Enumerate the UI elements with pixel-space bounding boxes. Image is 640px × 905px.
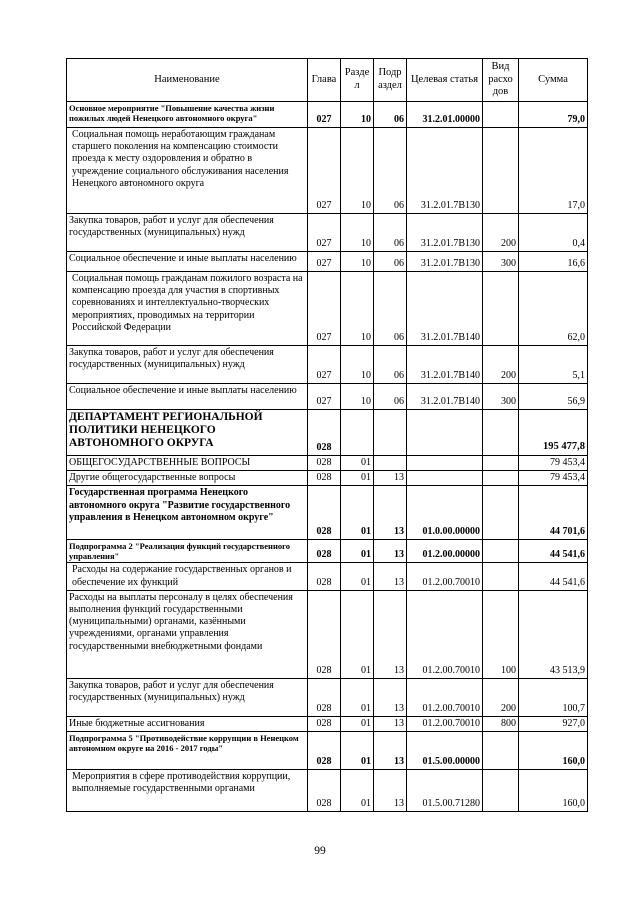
- row-sum: 79,0: [519, 102, 588, 128]
- row-name: ОБЩЕГОСУДАРСТВЕННЫЕ ВОПРОСЫ: [67, 456, 308, 471]
- row-target: 31.2.01.00000: [407, 102, 483, 128]
- row-section: 10: [341, 214, 374, 252]
- row-chapter: 028: [308, 540, 341, 563]
- row-name: Иные бюджетные ассигнования: [67, 716, 308, 731]
- row-section: 01: [341, 678, 374, 716]
- header-expense-type: Вид расхо дов: [483, 59, 519, 102]
- row-target: 31.2.01.7В130: [407, 128, 483, 214]
- row-expense-type: [483, 486, 519, 540]
- row-expense-type: [483, 102, 519, 128]
- row-chapter: 027: [308, 252, 341, 272]
- row-expense-type: [483, 769, 519, 811]
- table-row: [67, 769, 588, 811]
- table-row: [67, 471, 588, 486]
- table-header-row: [67, 59, 588, 102]
- row-target: 31.2.01.7В130: [407, 214, 483, 252]
- table-row: [67, 563, 588, 590]
- row-sum: 100,7: [519, 678, 588, 716]
- row-target: 01.0.00.00000: [407, 486, 483, 540]
- row-section: 01: [341, 471, 374, 486]
- row-section: 10: [341, 102, 374, 128]
- table-row: [67, 214, 588, 252]
- row-section: 01: [341, 540, 374, 563]
- row-sum: 16,6: [519, 252, 588, 272]
- row-target: 01.2.00.70010: [407, 678, 483, 716]
- row-expense-type: 800: [483, 716, 519, 731]
- table-row: [67, 716, 588, 731]
- row-expense-type: [483, 471, 519, 486]
- row-target: 01.2.00.70010: [407, 716, 483, 731]
- row-section: 10: [341, 384, 374, 410]
- row-section: 10: [341, 252, 374, 272]
- row-chapter: 027: [308, 214, 341, 252]
- row-section: 10: [341, 346, 374, 384]
- row-expense-type: [483, 563, 519, 590]
- row-name: Закупка товаров, работ и услуг для обеспечения государственных (муниципальных) нужд: [67, 678, 308, 716]
- row-expense-type: 300: [483, 384, 519, 410]
- header-chapter: Глава: [308, 59, 341, 102]
- row-section: 10: [341, 128, 374, 214]
- row-name: Расходы на выплаты персоналу в целях обеспечения выполнения функций государственными (муниципальными) органами, казёнными учреждениями, органами управления государственными внебюджетными фондами: [67, 590, 308, 678]
- row-expense-type: 200: [483, 214, 519, 252]
- table-row: [67, 731, 588, 769]
- header-section: Разде л: [341, 59, 374, 102]
- row-chapter: 028: [308, 590, 341, 678]
- header-target: Целевая статья: [407, 59, 483, 102]
- row-expense-type: [483, 410, 519, 456]
- row-chapter: 028: [308, 410, 341, 456]
- row-sum: 62,0: [519, 272, 588, 346]
- table-row: [67, 540, 588, 563]
- row-sum: 195 477,8: [519, 410, 588, 456]
- row-target: 01.5.00.00000: [407, 731, 483, 769]
- row-chapter: 028: [308, 716, 341, 731]
- row-section: 01: [341, 486, 374, 540]
- row-chapter: 027: [308, 272, 341, 346]
- row-expense-type: [483, 128, 519, 214]
- table-row: [67, 102, 588, 128]
- row-section: 01: [341, 456, 374, 471]
- row-sum: 160,0: [519, 769, 588, 811]
- row-section: [341, 410, 374, 456]
- row-sum: 5,1: [519, 346, 588, 384]
- row-expense-type: [483, 456, 519, 471]
- row-name: Закупка товаров, работ и услуг для обеспечения государственных (муниципальных) нужд: [67, 214, 308, 252]
- row-expense-type: [483, 731, 519, 769]
- row-target: 01.2.00.00000: [407, 540, 483, 563]
- table-row: [67, 128, 588, 214]
- row-expense-type: 200: [483, 346, 519, 384]
- row-sum: 17,0: [519, 128, 588, 214]
- row-sum: 79 453,4: [519, 471, 588, 486]
- row-name: ДЕПАРТАМЕНТ РЕГИОНАЛЬНОЙ ПОЛИТИКИ НЕНЕЦКОГО АВТОНОМНОГО ОКРУГА: [67, 410, 308, 456]
- row-sum: 160,0: [519, 731, 588, 769]
- row-chapter: 028: [308, 456, 341, 471]
- row-subsection: 06: [374, 102, 407, 128]
- row-subsection: 13: [374, 540, 407, 563]
- row-subsection: 06: [374, 384, 407, 410]
- row-sum: 43 513,9: [519, 590, 588, 678]
- row-subsection: 13: [374, 678, 407, 716]
- row-name: Основное мероприятие "Повышение качества жизни пожилых людей Ненецкого автономного округа": [67, 102, 308, 128]
- row-expense-type: [483, 272, 519, 346]
- table-body: [67, 102, 588, 812]
- row-name: Закупка товаров, работ и услуг для обеспечения государственных (муниципальных) нужд: [67, 346, 308, 384]
- row-sum: 79 453,4: [519, 456, 588, 471]
- row-expense-type: [483, 540, 519, 563]
- row-subsection: 06: [374, 272, 407, 346]
- row-subsection: 06: [374, 252, 407, 272]
- row-chapter: 028: [308, 563, 341, 590]
- row-subsection: 13: [374, 716, 407, 731]
- row-name: Государственная программа Ненецкого автономного округа "Развитие государственного управления в Ненецком автономном округе": [67, 486, 308, 540]
- row-section: 01: [341, 590, 374, 678]
- row-name: Другие общегосударственные вопросы: [67, 471, 308, 486]
- row-sum: 44 541,6: [519, 563, 588, 590]
- row-chapter: 028: [308, 471, 341, 486]
- row-target: [407, 410, 483, 456]
- table-row: [67, 590, 588, 678]
- row-target: 01.5.00.71280: [407, 769, 483, 811]
- row-sum: 56,9: [519, 384, 588, 410]
- row-name: Подпрограмма 2 "Реализация функций государственного управления": [67, 540, 308, 563]
- row-subsection: 06: [374, 214, 407, 252]
- row-expense-type: 200: [483, 678, 519, 716]
- row-target: 31.2.01.7В140: [407, 272, 483, 346]
- row-target: 31.2.01.7В130: [407, 252, 483, 272]
- row-section: 01: [341, 716, 374, 731]
- row-chapter: 027: [308, 102, 341, 128]
- row-name: Мероприятия в сфере противодействия коррупции, выполняемые государственными органами: [67, 769, 308, 811]
- header-sum: Сумма: [519, 59, 588, 102]
- row-sum: 44 701,6: [519, 486, 588, 540]
- row-target: 31.2.01.7В140: [407, 346, 483, 384]
- row-subsection: 06: [374, 128, 407, 214]
- row-name: Расходы на содержание государственных органов и обеспечение их функций: [67, 563, 308, 590]
- row-section: 10: [341, 272, 374, 346]
- row-expense-type: 300: [483, 252, 519, 272]
- row-target: 01.2.00.70010: [407, 563, 483, 590]
- header-subsection: Подр аздел: [374, 59, 407, 102]
- row-expense-type: 100: [483, 590, 519, 678]
- row-chapter: 027: [308, 128, 341, 214]
- row-chapter: 028: [308, 486, 341, 540]
- row-target: [407, 471, 483, 486]
- row-section: 01: [341, 563, 374, 590]
- row-target: 31.2.01.7В140: [407, 384, 483, 410]
- budget-table: [66, 58, 588, 812]
- row-sum: 927,0: [519, 716, 588, 731]
- row-name: Социальное обеспечение и иные выплаты населению: [67, 384, 308, 410]
- table-row: [67, 346, 588, 384]
- row-subsection: [374, 410, 407, 456]
- row-chapter: 028: [308, 678, 341, 716]
- row-name: Социальное обеспечение и иные выплаты населению: [67, 252, 308, 272]
- table-row: [67, 272, 588, 346]
- row-subsection: 13: [374, 471, 407, 486]
- row-section: 01: [341, 769, 374, 811]
- row-section: 01: [341, 731, 374, 769]
- row-target: 01.2.00.70010: [407, 590, 483, 678]
- table-row: [67, 384, 588, 410]
- table-row: [67, 678, 588, 716]
- table-row: [67, 486, 588, 540]
- header-name: Наименование: [67, 59, 308, 102]
- row-subsection: 13: [374, 486, 407, 540]
- row-subsection: 13: [374, 563, 407, 590]
- row-name: Подпрограмма 5 "Противодействие коррупции в Ненецком автономном округе на 2016 - 2017 годы": [67, 731, 308, 769]
- row-subsection: 13: [374, 769, 407, 811]
- row-chapter: 028: [308, 769, 341, 811]
- row-name: Социальная помощь гражданам пожилого возраста на компенсацию проезда для участия в спортивных соревнованиях и интеллектуально-творческих мероприятиях, проводимых на территории Российской Федерации: [67, 272, 308, 346]
- row-chapter: 027: [308, 346, 341, 384]
- page-number: 99: [314, 845, 326, 857]
- row-name: Социальная помощь неработающим гражданам старшего поколения на компенсацию стоимости проезда к месту оздоровления и обратно в учреждение социального обслуживания населения Ненецкого автономного округа: [67, 128, 308, 214]
- row-subsection: [374, 456, 407, 471]
- row-sum: 0,4: [519, 214, 588, 252]
- row-subsection: 13: [374, 731, 407, 769]
- row-chapter: 028: [308, 731, 341, 769]
- row-chapter: 027: [308, 384, 341, 410]
- table-row: [67, 252, 588, 272]
- row-target: [407, 456, 483, 471]
- table-row: [67, 410, 588, 456]
- row-subsection: 06: [374, 346, 407, 384]
- row-subsection: 13: [374, 590, 407, 678]
- table-row: [67, 456, 588, 471]
- row-sum: 44 541,6: [519, 540, 588, 563]
